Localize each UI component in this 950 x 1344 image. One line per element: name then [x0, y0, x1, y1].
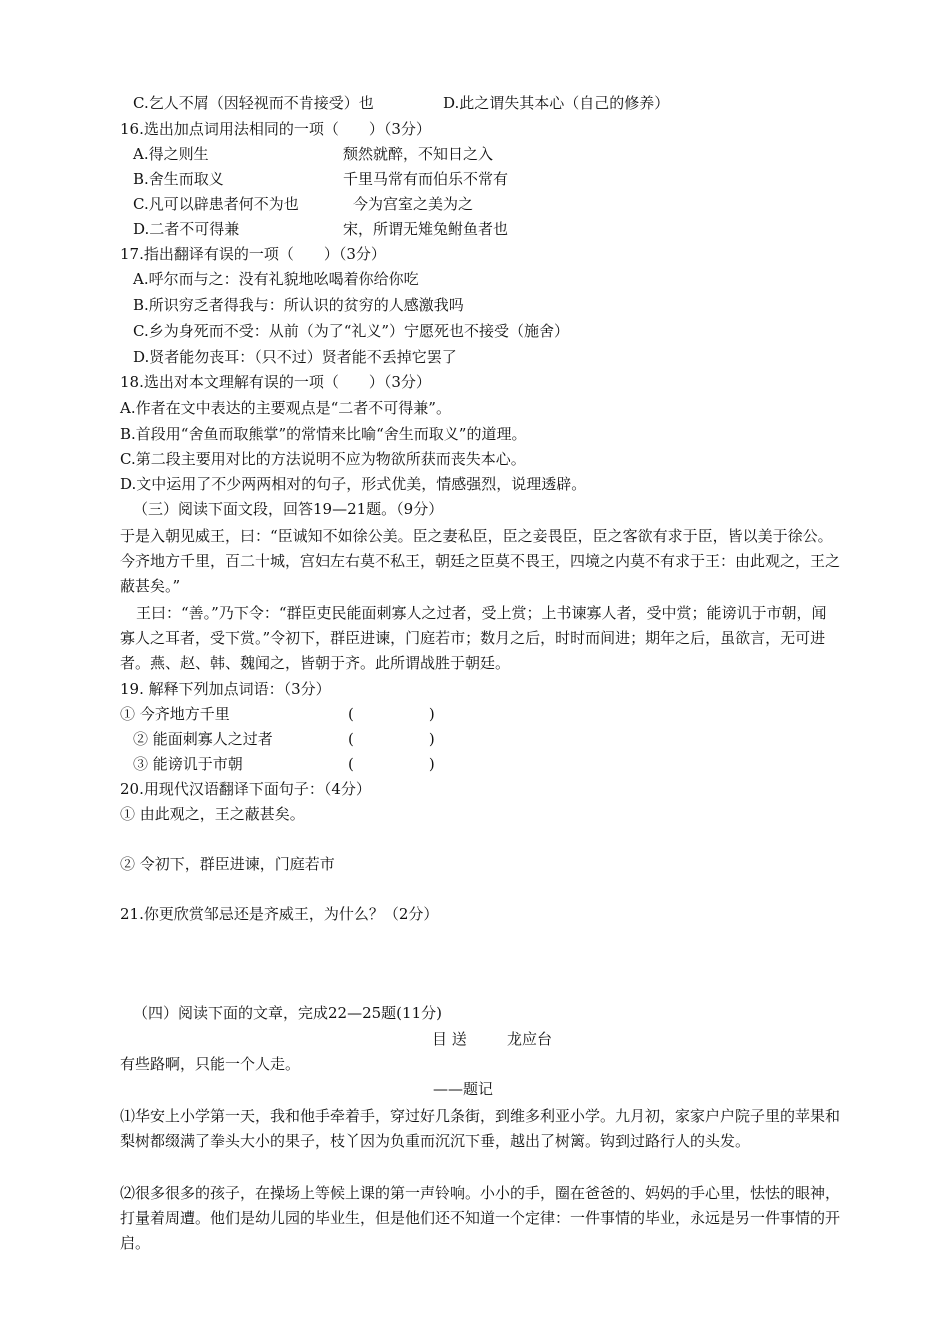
q18-option-c: C.第二段主要用对比的方法说明不应为物欲所获而丧失本心。	[120, 450, 526, 468]
q16-option-a-left: A.得之则生	[133, 145, 209, 163]
q19-item-2: ② 能面刺寡人之过者	[133, 730, 273, 748]
section4-heading: （四）阅读下面的文章，完成22—25题(11分)	[133, 1004, 442, 1022]
q17-option-d: D.贤者能勿丧耳：（只不过）贤者能不丢掉它罢了	[133, 348, 457, 366]
q16-option-d-right: 宋，所谓无雉兔鲋鱼者也	[343, 220, 509, 238]
q17-option-c: C.乡为身死而不受：从前（为了“礼义”）宁愿死也不接受（施舍）	[133, 322, 570, 340]
q16-option-c-left: C.凡可以辟患者何不为也	[133, 195, 299, 213]
q17-stem: 17.指出翻译有误的一项（ ）（3分）	[120, 245, 386, 263]
q20-item-1: ① 由此观之，王之蔽甚矣。	[120, 805, 305, 823]
q20-item-2: ② 令初下，群臣进谏，门庭若市	[120, 855, 335, 873]
q16-option-b-left: B.舍生而取义	[133, 170, 224, 188]
q19-item-3: ③ 能谤讥于市朝	[133, 755, 243, 773]
article-para2: ⑵很多很多的孩子，在操场上等候上课的第一声铃响。小小的手，圈在爸爸的、妈妈的手心里，怯怯的眼神，打量着周遭。他们是幼儿园的毕业生，但是他们还不知道一个定律：一件事情的毕业，永远是另一件事情的开启。	[120, 1184, 841, 1252]
article-para1: ⑴华安上小学第一天，我和他手牵着手，穿过好几条街，到维多利亚小学。九月初，家家户户院子里的苹果和梨树都缀满了拳头大小的果子，枝丫因为负重而沉沉下垂，越出了树篱。钩到过路行人的头发。	[120, 1107, 841, 1150]
q17-option-b: B.所识穷乏者得我与：所认识的贫穷的人感激我吗	[133, 296, 464, 314]
q16-option-c-right: 今为宫室之美为之	[353, 195, 474, 213]
epigraph-source: ——题记	[433, 1080, 494, 1098]
q17-option-a: A.呼尔而与之：没有礼貌地吆喝着你给你吃	[133, 270, 419, 288]
q19-blank-3: ( )	[348, 755, 435, 773]
q21-stem: 21.你更欣赏邹忌还是齐威王，为什么？（2分）	[120, 905, 439, 923]
section3-heading: （三）阅读下面文段，回答19—21题。（9分）	[133, 500, 444, 518]
article-author: 龙应台	[507, 1030, 553, 1048]
q18-option-d: D.文中运用了不少两两相对的句子，形式优美，情感强烈，说理透辟。	[120, 475, 587, 493]
q20-stem: 20.用现代汉语翻译下面句子：（4分）	[120, 780, 371, 798]
q16-stem: 16.选出加点词用法相同的一项（ ）（3分）	[120, 120, 431, 138]
q19-blank-1: ( )	[348, 705, 435, 723]
q16-option-d-left: D.二者不可得兼	[133, 220, 240, 238]
q19-item-1: ① 今齐地方千里	[120, 705, 230, 723]
q15-option-c: C.乞人不屑（因轻视而不肯接受）也	[133, 94, 374, 112]
q18-option-b: B.首段用“舍鱼而取熊掌”的常情来比喻“舍生而取义”的道理。	[120, 425, 527, 443]
q19-stem: 19. 解释下列加点词语：（3分）	[120, 680, 331, 698]
q19-blank-2: ( )	[348, 730, 435, 748]
q18-option-a: A.作者在文中表达的主要观点是“二者不可得兼”。	[120, 399, 451, 417]
q16-option-b-right: 千里马常有而伯乐不常有	[343, 170, 509, 188]
q15-option-d: D.此之谓失其本心（自己的修养）	[443, 94, 670, 112]
section3-para1: 于是入朝见威王，曰：“臣诚知不如徐公美。臣之妻私臣，臣之妾畏臣，臣之客欲有求于臣，皆以美于徐公。今齐地方千里，百二十城，宫妇左右莫不私王，朝廷之臣莫不畏王，四境之内莫不有求于王：由此观之，王之蔽甚矣。”	[120, 527, 841, 595]
q18-stem: 18.选出对本文理解有误的一项（ ）（3分）	[120, 373, 431, 391]
epigraph: 有些路啊，只能一个人走。	[120, 1055, 301, 1073]
article-title: 目 送	[432, 1030, 467, 1048]
section3-para2: 王曰：“善。”乃下令：“群臣吏民能面刺寡人之过者，受上赏；上书谏寡人者，受中赏；能谤讥于市朝，闻寡人之耳者，受下赏。”令初下，群臣进谏，门庭若市；数月之后，时时而间进；期年之后，虽欲言，无可进者。燕、赵、韩、魏闻之，皆朝于齐。此所谓战胜于朝廷。	[120, 604, 827, 672]
q16-option-a-right: 颓然就醉，不知日之入	[343, 145, 494, 163]
